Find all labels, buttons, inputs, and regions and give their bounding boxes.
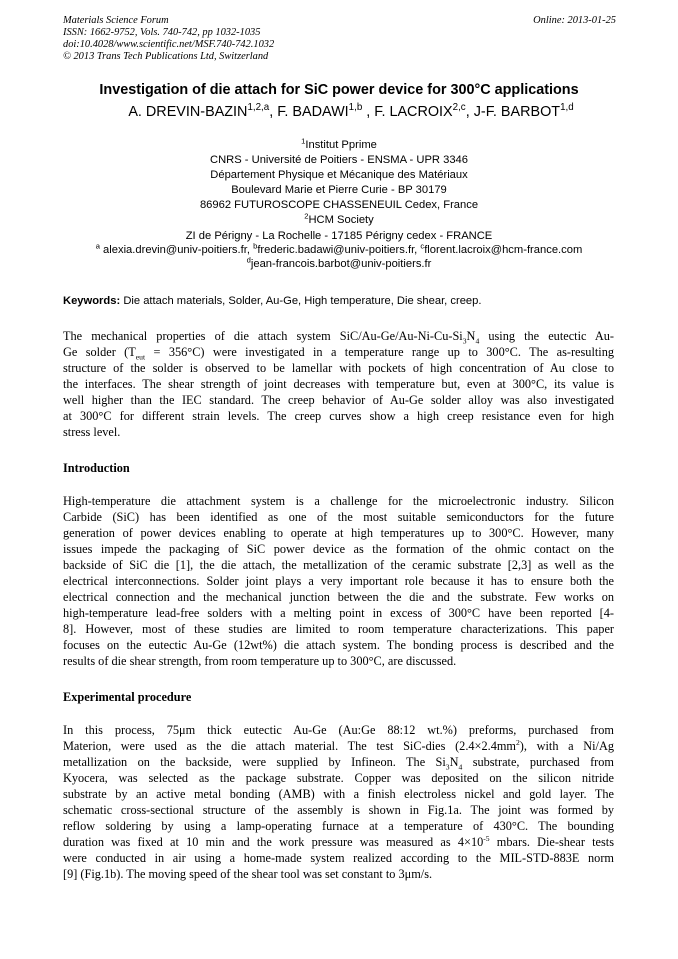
abstract bbox=[63, 328, 614, 440]
text-line: focuses on the eutectic Au-Ge (12wt%) die attach system. The bonding process is described and the bbox=[63, 638, 614, 652]
text-line: substrate by an active metal bonding (AMB) with a finish electroless nickel and gold layer. The bbox=[63, 787, 614, 801]
affiliation-mark: 1 bbox=[301, 136, 306, 146]
paper-title: Investigation of die attach for SiC power device for 300°C applications bbox=[99, 82, 579, 98]
keywords bbox=[63, 294, 623, 308]
email-line: $^d$jean-francois.barbot@univ-poitiers.fr bbox=[246, 254, 432, 270]
author-affil-mark: 1,d bbox=[560, 102, 574, 114]
email-link[interactable]: jean-francois.barbot@univ-poitiers.fr bbox=[250, 257, 432, 270]
text-line: 8]. However, most of these studies are limited to room temperature characterizations. This paper bbox=[63, 622, 614, 636]
text-line: Materion, were used as the die attach material. The test SiC-dies $(2.4\times 2.4mm^2)$, with a Ni/Ag bbox=[63, 737, 614, 753]
text-line: stress level. bbox=[63, 425, 121, 439]
text-line: were conducted in air using a home-made system realized according to the MIL-STD-883E norm bbox=[63, 851, 614, 865]
affiliation-line: $^1$Institut Pprime bbox=[301, 136, 377, 151]
text-line: metallization on the backside, were supplied by Infineon. The $Si_3N_4$ substrate, purchased from bbox=[63, 755, 614, 772]
journal-header bbox=[63, 15, 616, 63]
text-line: [9] (Fig.1b). The moving speed of the shear tool was set constant to 3μm/s. bbox=[63, 867, 433, 881]
doi-line: doi:10.4028/www.scientific.net/MSF.740-742.1032 bbox=[63, 39, 275, 50]
text-line: electrical interconnections. Solder joint plays a very important role because it has to ensure both the bbox=[63, 574, 614, 588]
text-line: high-temperature lead-free solders with a melting point in excess of 300°C have been reported [4- bbox=[63, 606, 614, 620]
author-name: F. LACROIX bbox=[374, 104, 453, 120]
text-line: issues impede the packaging of SiC power device as the formation of the ohmic contact on the bbox=[63, 542, 614, 556]
text-line: structure of the solder is observed to be lamellar with pockets of high concentration of Au close to bbox=[63, 361, 614, 375]
affiliations bbox=[0, 138, 678, 244]
keywords-text: Die attach materials, Solder, Au-Ge, High temperature, Die shear, creep. bbox=[123, 295, 482, 307]
author-name: J-F. BARBOT bbox=[473, 104, 561, 120]
text-line: generation of power devices enabling to operate at high temperatures up to 300°C. However, many bbox=[63, 526, 614, 540]
keywords-label: Keywords: bbox=[63, 295, 121, 307]
affiliation-mark: 2 bbox=[304, 211, 309, 221]
author-list: A. DREVIN-BAZIN$^{1,2,a}$, F. BADAWI$^{1,b}$ , F. LACROIX$^{2,c}$, J-F. BARBOT$^{1,d}$ bbox=[128, 102, 574, 120]
text-line: backside of SiC die [1], the die attach, the metallization of the ceramic substrate [2,3] as well as the bbox=[63, 558, 614, 572]
introduction-body bbox=[63, 493, 614, 669]
author-affil-mark: 1,b bbox=[348, 102, 363, 114]
text-line: at 300°C for different strain levels. The creep curves show a high creep resistance even for high bbox=[63, 409, 614, 423]
author-name: A. DREVIN-BAZIN bbox=[128, 104, 248, 120]
section-heading-experimental: Experimental procedure bbox=[63, 690, 192, 704]
affiliation-line: Boulevard Marie et Pierre Curie - BP 30179 bbox=[231, 184, 447, 197]
text-line: Ge solder $(T_{eut} = 356^\circ C)$ were investigated in a temperature range up to 300°C. The as-resulting bbox=[63, 345, 614, 362]
copyright-line: © 2013 Trans Tech Publications Ltd, Switzerland bbox=[63, 51, 269, 62]
text-line: The mechanical properties of die attach system SiC/$Au-Ge/Au-Ni-Cu-Si_3N_4$ using the eutectic Au- bbox=[63, 329, 614, 346]
text-line: High-temperature die attachment system is a challenge for the microelectronic industry. Silicon bbox=[63, 494, 614, 508]
text-line: well higher than the IEC standard. The creep behavior of Au-Ge solder alloy was also investigated bbox=[63, 393, 614, 407]
author-affil-mark: 1,2,a bbox=[247, 102, 270, 114]
author-emails bbox=[0, 241, 678, 271]
email-link[interactable]: alexia.drevin@univ-poitiers.fr, bbox=[103, 244, 250, 256]
text-line: Kyocera, was selected as the package substrate. Copper was deposited on the silicon nitride bbox=[63, 771, 614, 785]
text-line: the interfaces. The shear strength of joint decreases with temperature but, even at 300°C, its value is bbox=[63, 377, 614, 391]
experimental-body bbox=[63, 722, 614, 882]
affiliation-line: CNRS - Université de Poitiers - ENSMA - UPR 3346 bbox=[209, 154, 468, 167]
email-link[interactable]: frederic.badawi@univ-poitiers.fr, bbox=[257, 244, 418, 256]
email-link[interactable]: florent.lacroix@hcm-france.com bbox=[424, 244, 583, 256]
section-heading-introduction: Introduction bbox=[63, 461, 130, 475]
text-line: schematic cross-sectional structure of the assembly is shown in Fig.1a. The joint was formed by bbox=[63, 803, 614, 817]
affiliation-line: Département Physique et Mécanique des Matériaux bbox=[210, 169, 468, 182]
text-line: electrical connection and the mechanical junction between the die and the substrate. Few works on bbox=[63, 590, 614, 604]
email-line: $^a$ alexia.drevin@univ-poitiers.fr, $^b$frederic.badawi@univ-poitiers.fr, $^c$florent.lacroix@hcm-france.com bbox=[95, 241, 583, 256]
text-line: duration was fixed at 10 min and the work pressure was measured as $4\times 10^{-5}$ mbars. Die-shear tests bbox=[63, 833, 614, 849]
author-affil-mark: 2,c bbox=[452, 102, 466, 114]
affiliation-line: ZI de Périgny - La Rochelle - 17185 Périgny cedex - FRANCE bbox=[185, 229, 493, 242]
journal-name: Materials Science Forum bbox=[63, 15, 169, 26]
affiliation-line: 86962 FUTUROSCOPE CHASSENEUIL Cedex, France bbox=[199, 199, 479, 212]
text-line: Carbide (SiC) has been identified as one of the most suitable semiconductors for the future bbox=[63, 510, 614, 524]
online-date: Online: 2013-01-25 bbox=[533, 15, 616, 26]
text-line: In this process, 75μm thick eutectic Au-Ge (Au:Ge 88:12 wt.%) preforms, purchased from bbox=[63, 723, 614, 737]
issn-line: ISSN: 1662-9752, Vols. 740-742, pp 1032-1035 bbox=[63, 27, 261, 38]
author-name: F. BADAWI bbox=[277, 104, 349, 120]
affiliation-line: $^2$HCM Society bbox=[304, 211, 374, 227]
text-line: results of die shear strength, from room temperature up to 300°C, are discussed. bbox=[63, 654, 457, 668]
text-line: reflow soldering by using a lamp-operating furnace at a temperature of 430°C. The bounding bbox=[63, 819, 614, 833]
